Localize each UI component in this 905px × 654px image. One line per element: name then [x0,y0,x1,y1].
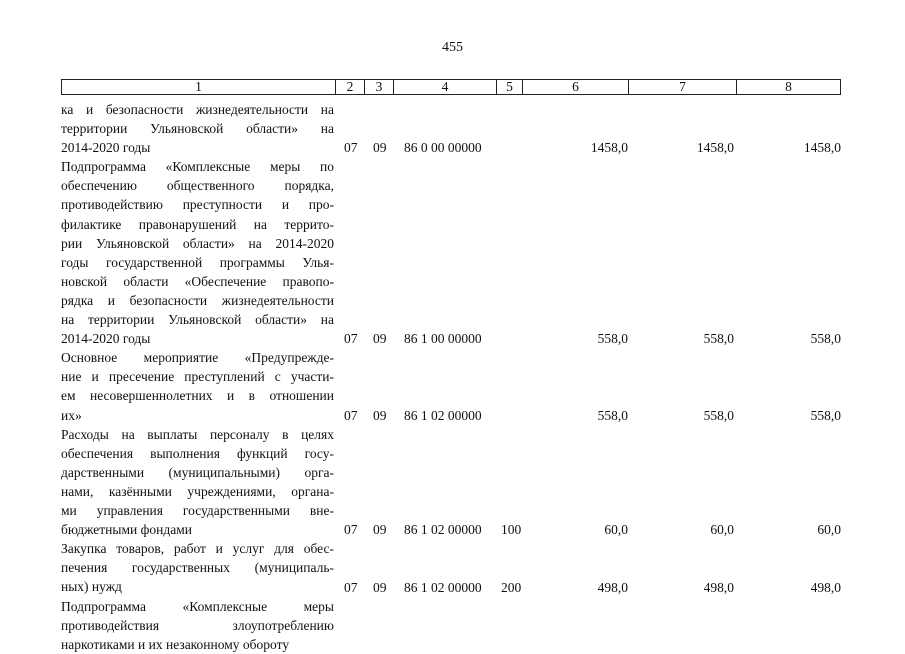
row-cell-col-7: 498,0 [703,579,734,595]
row-cell-col-8: 1458,0 [803,140,841,156]
row-cell-col-8: 60,0 [817,522,841,538]
row-cell-col-7: 60,0 [710,522,734,538]
row-name [61,157,334,348]
row-cell-col-5: 200 [501,579,522,595]
row-cell-col-3: 09 [373,140,387,156]
header-col-1: 1 [195,79,202,94]
row-cell-col-6: 1458,0 [590,140,628,156]
row-cell-col-6: 558,0 [597,407,628,423]
row-name-line: противодействия злоупотреблению [61,617,334,633]
row-name-line: филактике правонарушений на террито- [61,216,334,232]
row-name-line: Основное мероприятие «Предупрежде- [61,350,334,366]
row-name-line: нами, казёнными учреждениями, органа- [61,483,334,499]
row-name-line: обеспечению общественного порядка, [61,178,334,194]
row-name-line: Закупка товаров, работ и услуг для обес- [61,541,334,557]
row-cell-col-8: 498,0 [810,579,841,595]
row-name-line: 2014-2020 годы [61,331,151,347]
row-cell-col-4: 86 0 00 00000 [404,140,482,156]
table-header [61,79,841,95]
row-name-line: на территории Ульяновской области» на [61,312,334,328]
header-col-6: 6 [572,79,579,94]
row-cell-col-8: 558,0 [810,407,841,423]
row-name [61,100,334,157]
row-name-line: территории Ульяновской области» на [61,121,334,137]
row-name-line: 2014-2020 годы [61,140,151,156]
row-cell-col-8: 558,0 [810,331,841,347]
header-col-8: 8 [785,79,792,94]
row-name-line: рии Ульяновской области» на 2014-2020 [61,235,334,251]
row-cell-col-4: 86 1 02 00000 [404,522,482,538]
row-cell-col-7: 1458,0 [696,140,734,156]
row-name-line: их» [61,407,82,423]
row-cell-col-4: 86 1 02 00000 [404,579,482,595]
row-cell-col-3: 09 [373,579,387,595]
header-col-3: 3 [375,79,383,94]
row-cell-col-2: 07 [344,522,358,538]
row-name [61,425,334,540]
row-cell-col-6: 60,0 [604,522,628,538]
row-cell-col-3: 09 [373,522,387,538]
row-cell-col-3: 09 [373,331,387,347]
row-name-line: наркотиками и их незаконному обороту [61,636,290,652]
row-cell-col-6: 558,0 [597,331,628,347]
row-cell-col-6: 498,0 [597,579,628,595]
row-cell-col-3: 09 [373,407,387,423]
row-name [61,597,334,654]
header-col-7: 7 [679,79,686,94]
row-cell-col-2: 07 [344,407,358,423]
row-name-line: годы государственной программы Улья- [61,254,334,270]
row-name-line: ем несовершеннолетних и в отношении [61,388,334,404]
row-cell-col-2: 07 [344,331,358,347]
row-name [61,348,334,424]
row-name-line: Расходы на выплаты персоналу в целях [61,426,334,442]
row-cell-col-4: 86 1 02 00000 [404,407,482,423]
row-cell-col-7: 558,0 [703,331,734,347]
row-cell-col-7: 558,0 [703,407,734,423]
header-col-2: 2 [346,79,354,94]
row-name-line: дарственными (муниципальными) орга- [61,464,334,480]
row-name-line: рядка и безопасности жизнедеятельности [61,292,334,308]
row-cell-col-2: 07 [344,140,358,156]
row-name-line: противодействию преступности и про- [61,197,334,213]
row-name [61,539,334,596]
row-cell-col-2: 07 [344,579,358,595]
row-name-line: ных) нужд [61,579,122,595]
row-name-line: новской области «Обеспечение правопо- [61,273,334,289]
row-cell-col-4: 86 1 00 00000 [404,331,482,347]
row-name-line: Подпрограмма «Комплексные меры [61,598,334,614]
row-name-line: обеспечения выполнения функций госу- [61,445,334,461]
header-col-4: 4 [441,79,449,94]
row-name-line: Подпрограмма «Комплексные меры по [61,159,334,175]
row-cell-col-5: 100 [501,522,522,538]
row-name-line: печения государственных (муниципаль- [61,560,334,576]
row-name-line: ние и пресечение преступлений с участи- [61,369,334,385]
row-name-line: бюджетными фондами [61,522,192,538]
row-name-line: ми управления государственными вне- [61,503,334,519]
page-number: 455 [442,40,463,55]
header-col-5: 5 [506,79,513,94]
row-name-line: ка и безопасности жизнедеятельности на [61,102,334,117]
